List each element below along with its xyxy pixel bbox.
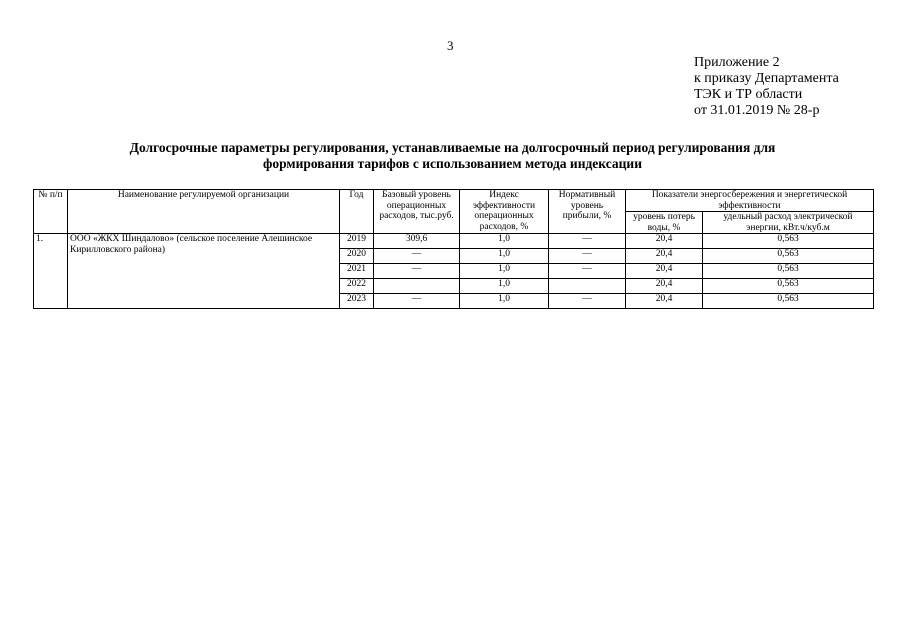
cell-loss: 20,4	[626, 279, 703, 294]
cell-index: 1,0	[460, 234, 549, 249]
annex-block	[694, 55, 839, 119]
cell-year: 2020	[340, 249, 374, 264]
page-number: 3	[447, 38, 454, 53]
cell-profit: —	[549, 294, 626, 309]
header-efficiency-index: Индекс эффективности операционных расходов, %	[460, 190, 549, 234]
cell-profit: —	[549, 234, 626, 249]
header-energy-group: Показатели энергосбережения и энергетической эффективности	[626, 190, 874, 212]
cell-specific: 0,563	[703, 294, 874, 309]
document-title-line-2: формирования тарифов с использованием метода индексации	[263, 156, 642, 171]
header-water-loss: уровень потерь воды, %	[626, 212, 703, 234]
cell-year: 2023	[340, 294, 374, 309]
cell-year: 2021	[340, 264, 374, 279]
cell-organization: ООО «ЖКХ Шиндалово» (сельское поселение Алешинское Кирилловского района)	[68, 234, 340, 309]
header-organization: Наименование регулируемой организации	[68, 190, 340, 234]
table-row	[34, 234, 874, 249]
annex-line-4: от 31.01.2019 № 28-р	[694, 103, 820, 118]
table-header-row	[34, 190, 874, 212]
cell-base: 309,6	[374, 234, 460, 249]
cell-base: —	[374, 264, 460, 279]
cell-base: —	[374, 249, 460, 264]
cell-profit: —	[549, 264, 626, 279]
cell-loss: 20,4	[626, 234, 703, 249]
document-title-line-1: Долгосрочные параметры регулирования, устанавливаемые на долгосрочный период регулирования для	[129, 140, 776, 155]
cell-specific: 0,563	[703, 264, 874, 279]
cell-specific: 0,563	[703, 234, 874, 249]
cell-year: 2022	[340, 279, 374, 294]
cell-specific: 0,563	[703, 249, 874, 264]
document-title	[60, 140, 845, 172]
cell-index: 1,0	[460, 249, 549, 264]
cell-index: 1,0	[460, 294, 549, 309]
annex-line-3: ТЭК и ТР области	[694, 87, 803, 102]
cell-loss: 20,4	[626, 264, 703, 279]
cell-index: 1,0	[460, 264, 549, 279]
header-profit-level: Нормативный уровень прибыли, %	[549, 190, 626, 234]
annex-line-1: Приложение 2	[694, 55, 780, 70]
header-year: Год	[340, 190, 374, 234]
cell-year: 2019	[340, 234, 374, 249]
header-specific-consumption: удельный расход электрической энергии, кВт.ч/куб.м	[703, 212, 874, 234]
cell-loss: 20,4	[626, 249, 703, 264]
cell-profit: —	[549, 249, 626, 264]
cell-profit	[549, 279, 626, 294]
cell-specific: 0,563	[703, 279, 874, 294]
header-base-expenses: Базовый уровень операционных расходов, тыс.руб.	[374, 190, 460, 234]
cell-base: —	[374, 294, 460, 309]
cell-number: 1.	[34, 234, 68, 309]
cell-index: 1,0	[460, 279, 549, 294]
header-number: № п/п	[34, 190, 68, 234]
cell-loss: 20,4	[626, 294, 703, 309]
parameters-table	[33, 189, 874, 309]
annex-line-2: к приказу Департамента	[694, 71, 839, 86]
cell-base	[374, 279, 460, 294]
